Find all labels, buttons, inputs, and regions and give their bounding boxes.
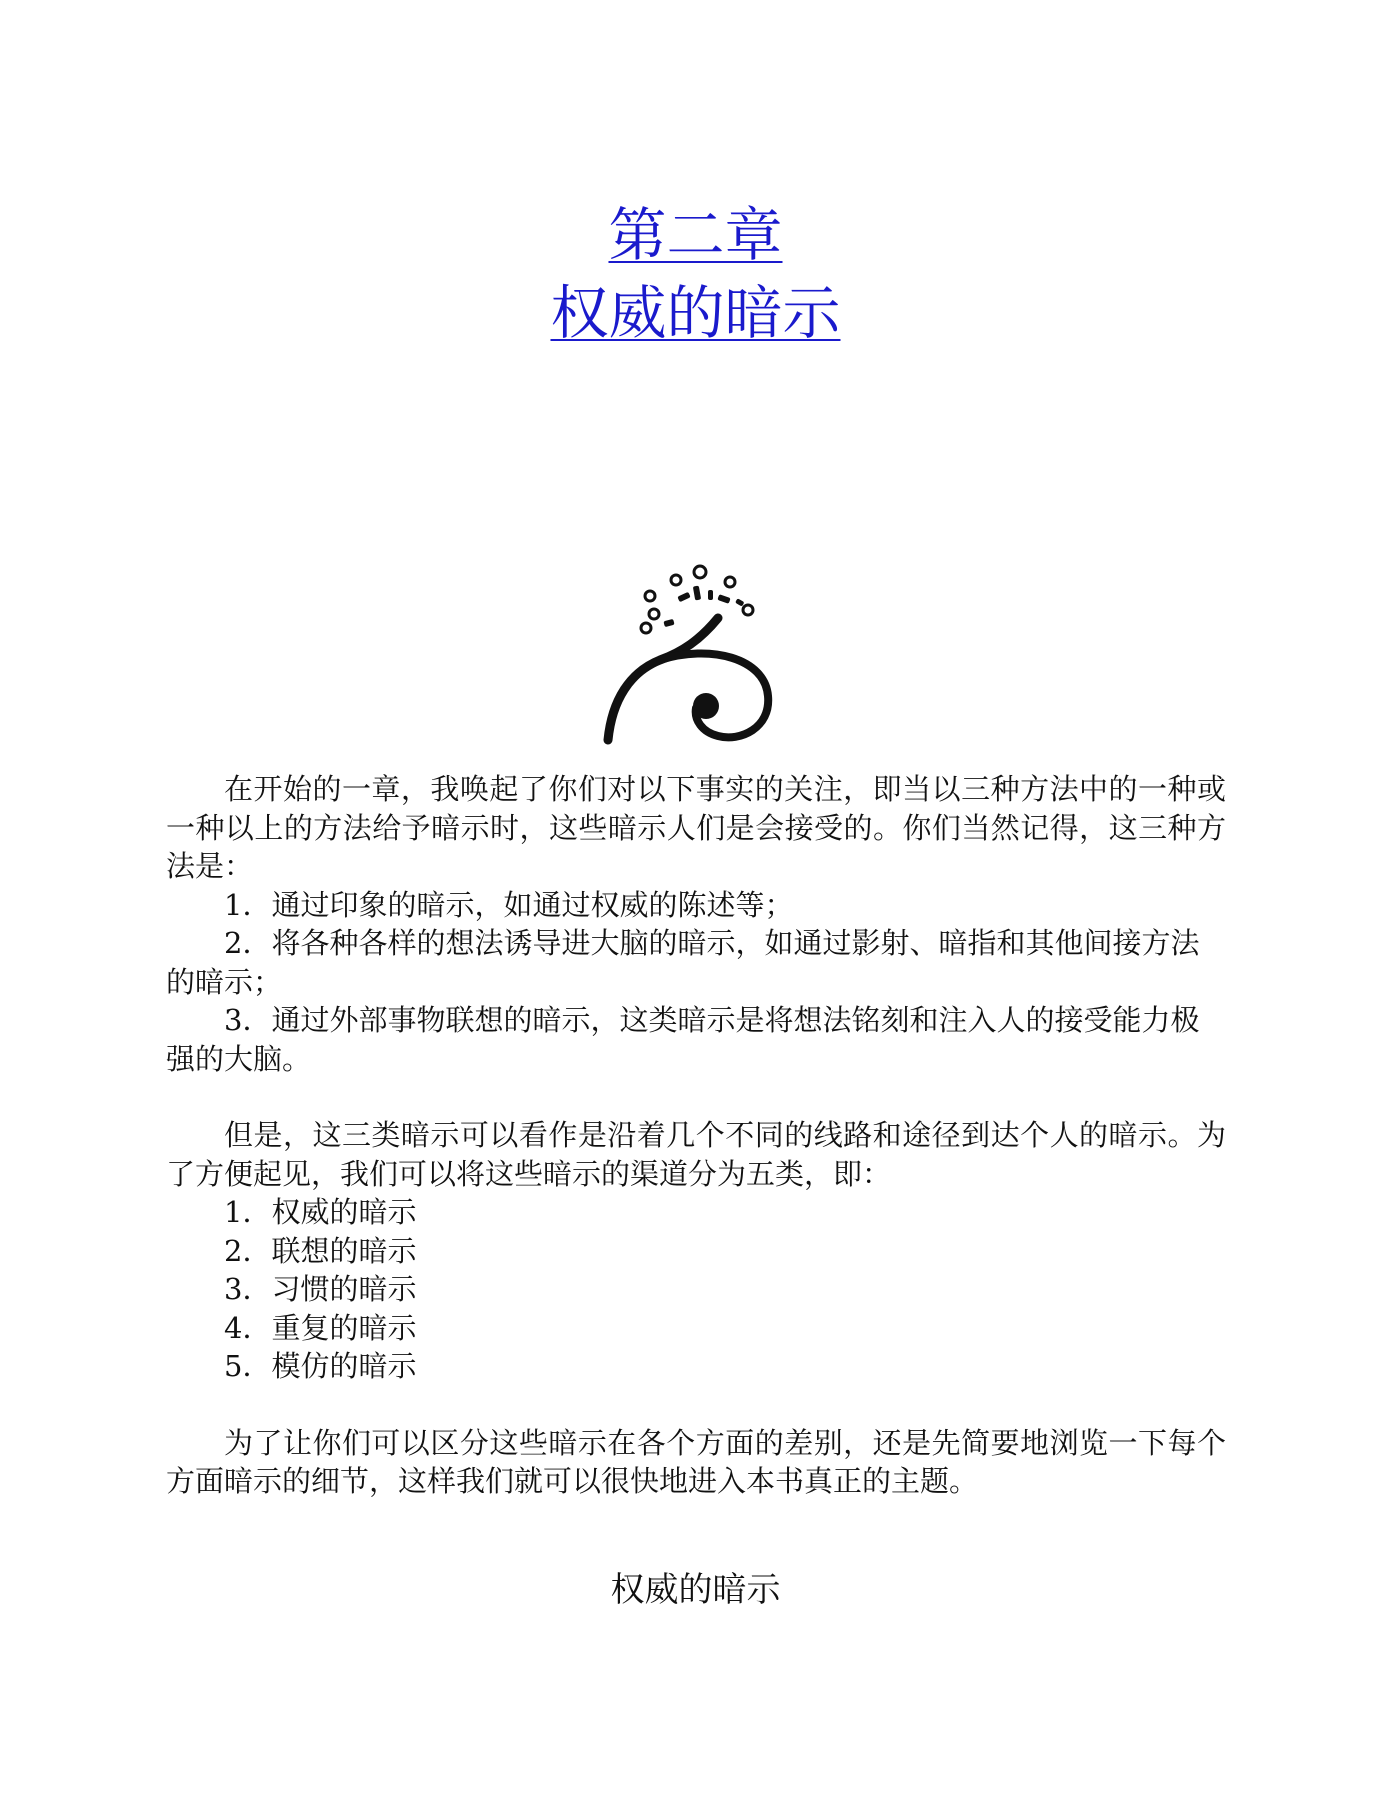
section-heading: 权威的暗示 xyxy=(610,1570,781,1610)
closing-paragraph: 为了让你们可以区分这些暗示在各个方面的差别，还是先简要地浏览一下每个方面暗示的细节，这样我们就可以很快地进入本书真正的主题。 xyxy=(166,1425,1226,1498)
floral-swirl-ornament-icon xyxy=(590,560,800,750)
method-item-1: 1．通过印象的暗示，如通过权威的陈述等； xyxy=(224,887,794,922)
channel-item-3: 3．习惯的暗示 xyxy=(224,1272,417,1306)
channel-item-1: 1．权威的暗示 xyxy=(224,1195,417,1229)
channel-item-4: 4．重复的暗示 xyxy=(224,1310,417,1345)
chapter-heading xyxy=(0,196,1391,352)
intro-paragraph: 在开始的一章，我唤起了你们对以下事实的关注，即当以三种方法中的一种或一种以上的方法给予暗示时，这些暗示人们是会接受的。你们当然记得，这三种方法是： xyxy=(166,772,1226,883)
channel-item-5: 5．模仿的暗示 xyxy=(224,1349,417,1383)
channels-paragraph: 但是，这三类暗示可以看作是沿着几个不同的线路和途径到达个人的暗示。为了方便起见，我们可以将这些暗示的渠道分为五类，即： xyxy=(166,1118,1226,1191)
method-item-2: 2．将各种各样的想法诱导进大脑的暗示，如通过影射、暗指和其他间接方法的暗示； xyxy=(166,926,1200,999)
channel-item-2: 2．联想的暗示 xyxy=(224,1233,417,1268)
chapter-number-link[interactable]: 第二章 xyxy=(608,201,783,269)
body-text xyxy=(166,770,1226,1501)
method-item-3: 3．通过外部事物联想的暗示，这类暗示是将想法铭刻和注入人的接受能力极强的大脑。 xyxy=(166,1003,1200,1076)
chapter-title-link[interactable]: 权威的暗示 xyxy=(550,279,841,347)
